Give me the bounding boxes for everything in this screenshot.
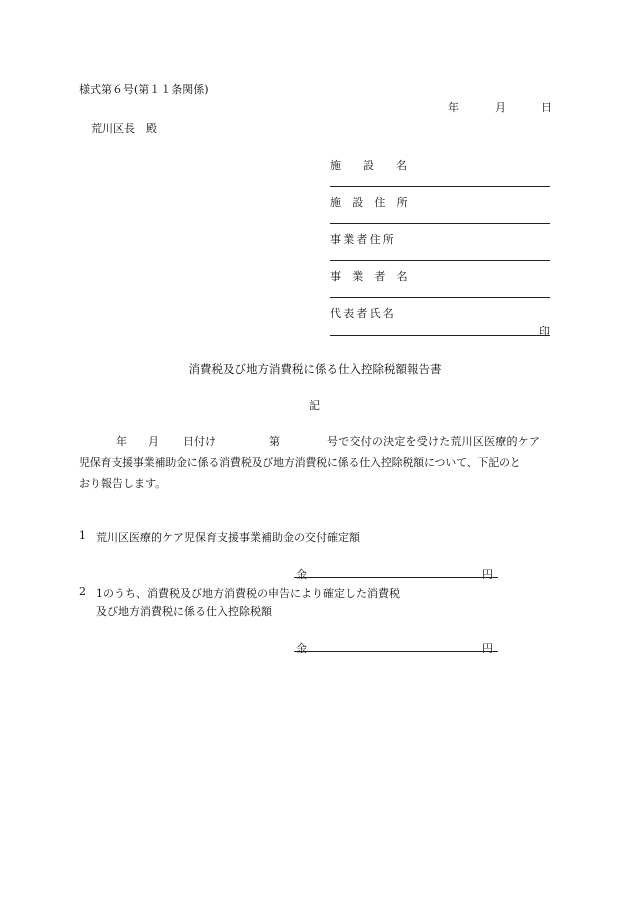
body-dai: 第 — [269, 435, 280, 448]
body-line2: 児保育支援事業補助金に係る消費税及び地方消費税に係る仕入控除税額について、下記のと — [79, 456, 521, 469]
item-1-amount-suffix: 円 — [482, 568, 493, 581]
body-month: 月 — [148, 435, 159, 448]
body-line1-rest: 号で交付の決定を受けた荒川区医療的ケア — [327, 435, 541, 448]
seal-mark: 印 — [539, 325, 550, 338]
field-representative-label: 代表者氏名 — [330, 307, 396, 320]
field-facility-name-label: 施 設 名 — [330, 159, 413, 172]
field-facility-address-line[interactable] — [330, 223, 550, 224]
body-year: 年 — [116, 435, 127, 448]
body-date-suffix: 日付け — [183, 435, 216, 448]
date-day-label: 日 — [541, 101, 552, 114]
item-1-amount-line[interactable] — [294, 577, 498, 578]
body-line3: おり報告します。 — [79, 477, 167, 490]
item-2-text-line1: 1のうち、消費税及び地方消費税の申告により確定した消費税 — [96, 587, 400, 600]
ki-heading: 記 — [309, 399, 320, 412]
item-1-text: 荒川区医療的ケア児保育支援事業補助金の交付確定額 — [96, 531, 360, 544]
item-2-text-line2: 及び地方消費税に係る仕入控除税額 — [96, 605, 272, 618]
field-business-address-line[interactable] — [330, 260, 550, 261]
field-business-name-label: 事 業 者 名 — [330, 270, 412, 283]
item-1-number: 1 — [79, 529, 86, 542]
field-business-address-label: 事業者住所 — [330, 233, 396, 246]
form-number: 様式第６号(第１１条関係) — [79, 83, 209, 96]
item-2-amount-suffix: 円 — [482, 642, 493, 655]
document-title: 消費税及び地方消費税に係る仕入控除税額報告書 — [188, 362, 442, 376]
date-year-label: 年 — [448, 101, 459, 114]
field-representative-line[interactable] — [330, 335, 550, 336]
field-facility-name-line[interactable] — [330, 186, 550, 187]
item-2-amount-line[interactable] — [294, 651, 498, 652]
field-business-name-line[interactable] — [330, 297, 550, 298]
item-2-amount-prefix: 金 — [296, 642, 307, 655]
addressee: 荒川区長 殿 — [91, 122, 157, 135]
item-2-number: 2 — [79, 585, 86, 598]
field-facility-address-label: 施 設 住 所 — [330, 196, 412, 209]
date-month-label: 月 — [495, 101, 506, 114]
item-1-amount-prefix: 金 — [296, 568, 307, 581]
